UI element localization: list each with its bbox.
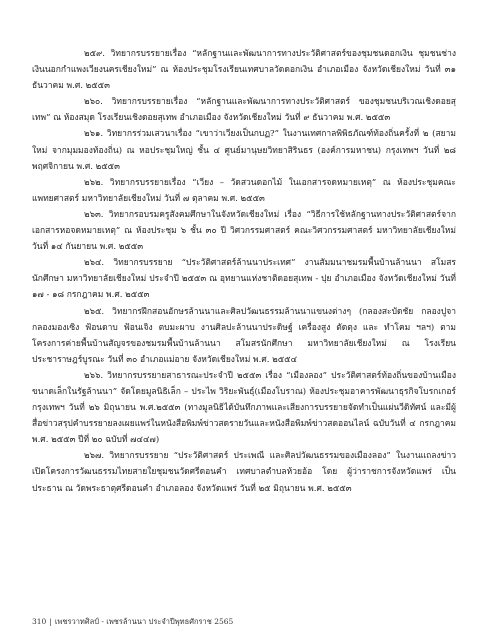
entry-267: ๒๖๗. วิทยากรบรรยาย “ประวัติศาสตร์ ประเพณี และศิลปวัฒนธรรมของเมืองลอง” ในงานแถลงข่าวเปิดโครงการวัฒนธรรมไทยสายใยชุมชนวัดศรีดอนคำ เทศบาลตำบลห้วยอ้อ โดย ผู้ว่าราชการจังหวัดแพร่ เป็นประธาน ณ วัดพระธาตุศรีดอนคำ อำเภอลอง จังหวัดแพร่ วันที่ ๒๕ มิถุนายน พ.ศ. ๒๕๕๓ — [32, 451, 456, 494]
page-footer — [32, 616, 472, 628]
entry-260: ๒๖๐. วิทยากรบรรยายเรื่อง “หลักฐานและพัฒนาการทางประวัติศาสตร์ ของชุมชนบริเวณเชิงดอยสุเทพ” ณ ห้องสมุด โรงเรียนเชิงดอยสุเทพ อำเภอเมือง จังหวัดเชียงใหม่ วันที่ ๙ ธันวาคม พ.ศ. ๒๕๕๓ — [32, 97, 456, 124]
footer-title: เพชรวาทศิลป์ - เพชรล้านนา ประจำปีพุทธศักราช 2565 — [54, 617, 234, 626]
entry-262: ๒๖๒. วิทยากรบรรยายเรื่อง “เวียง – วัดสวนดอกไม้ ในเอกสารจดหมายเหตุ” ณ ห้องประชุมคณะแพทยศาสตร์ มหาวิทยาลัยเชียงใหม่ วันที่ ๗ ตุลาคม พ.ศ. ๒๕๕๓ — [32, 177, 456, 204]
entry-264: ๒๖๔. วิทยากรบรรยาย “ประวัติศาสตร์ล้านนาประเทศ” งานสัมมนาชมรมพื้นบ้านล้านนา สโมสรนักศึกษา มหาวิทยาลัยเชียงใหม่ ประจำปี ๒๕๕๓ ณ อุทยานแห่งชาติดอยสุเทพ - ปุย อำเภอเมือง จังหวัดเชียงใหม่ วันที่ ๑๗ - ๑๘ กรกฎาคม พ.ศ. ๒๕๕๓ — [32, 258, 456, 301]
entry-265: ๒๖๕. วิทยากรฝึกสอนอักษรล้านนาและศิลปวัฒนธรรมล้านนาแขนงต่างๆ (กลองสะบัดชัย กลองปูจา กลองมองเซิง ฟ้อนดาบ ฟ้อนเจิง ตบมะผาบ งานศิลปะล้านนาประดิษฐ์ เครื่องสูง ตัดตุง และ ทำโคม ฯลฯ) ตามโครงการค่ายพื้นบ้านสัญจรของชมรมพื้นบ้านล้านนา สโมสรนักศึกษา มหาวิทยาลัยเชียงใหม่ ณ โรงเรียนประชาราษฎร์บูรณะ วันที่ ๓๐ อำเภอแม่อาย จังหวัดเชียงใหม่ พ.ศ. ๒๕๕๔ — [32, 306, 456, 365]
entry-list — [32, 46, 456, 497]
page-number: 310 — [32, 617, 47, 626]
entry-259: ๒๕๙. วิทยากรบรรยายเรื่อง “หลักฐานและพัฒนาการทางประวัติศาสตร์ของชุมชนดอกเงิน ชุมชนช่างเงินนอกกำแพงเวียงนครเชียงใหม่” ณ ห้องประชุมโรงเรียนเทศบาลวัดดอกเงิน อำเภอเมือง จังหวัดเชียงใหม่ วันที่ ๓๑ ธันวาคม พ.ศ. ๒๕๕๓ — [32, 49, 456, 92]
entry-266: ๒๖๖. วิทยากรบรรยายสาธารณะประจำปี ๒๕๕๓ เรื่อง “เมืองลอง” ประวัติศาสตร์ท้องถิ่นของบ้านเมืองขนาดเล็กในรัฐล้านนา” จัดโดยมูลนิธิเล็ก – ประไพ วิริยะพันธุ์(เมืองโบราณ) ห้องประชุมอาคารพัฒนาธุรกิจโบรกเกอร์ กรุงเทพฯ วันที่ ๒๖ มิถุนายน พ.ศ.๒๕๕๓ (ทางมูลนิธิได้บันทึกภาพและเสียงการบรรยายจัดทำเป็นแผ่นวีดิทัศน์ และมีผู้สื่อข่าวสรุปคำบรรยายลงเผยแพร่ในหนังสือพิมพ์ข่าวสดรายวันและหนังสือพิมพ์ข่าวสดออนไลน์ ฉบับวันที่ ๔ กรกฎาคม พ.ศ. ๒๕๕๓ ปีที่ ๒๐ ฉบับที่ ๗๔๔๗) — [32, 370, 456, 446]
entry-263: ๒๖๓. วิทยากรอบรมครูสังคมศึกษาในจังหวัดเชียงใหม่ เรื่อง “วิธีการใช้หลักฐานทางประวัติศาสตร์จากเอกสารหอจดหมายเหตุ” ณ ห้องประชุม ๖ ชั้น ๓๐ ปี วิศวกรรมศาสตร์ คณะวิศวกรรมศาสตร์ มหาวิทยาลัยเชียงใหม่ วันที่ ๑๔ กันยายน พ.ศ. ๒๕๕๓ — [32, 209, 456, 253]
entry-261: ๒๖๑. วิทยากรร่วมเสวนาเรื่อง “เขาว่าเวียงเป็นกบฏ?” ในงานเทศกาลพิพิธภัณฑ์ท้องถิ่นครั้งที่ ๒ (สยามใหม่ จากมุมมองท้องถิ่น) ณ หอประชุมใหญ่ ชั้น ๔ ศูนย์มานุษยวิทยาสิรินธร (องค์การมหาชน) กรุงเทพฯ วันที่ ๒๘ พฤศจิกายน พ.ศ. ๒๕๕๓ — [32, 129, 456, 172]
footer-separator: | — [49, 617, 52, 626]
